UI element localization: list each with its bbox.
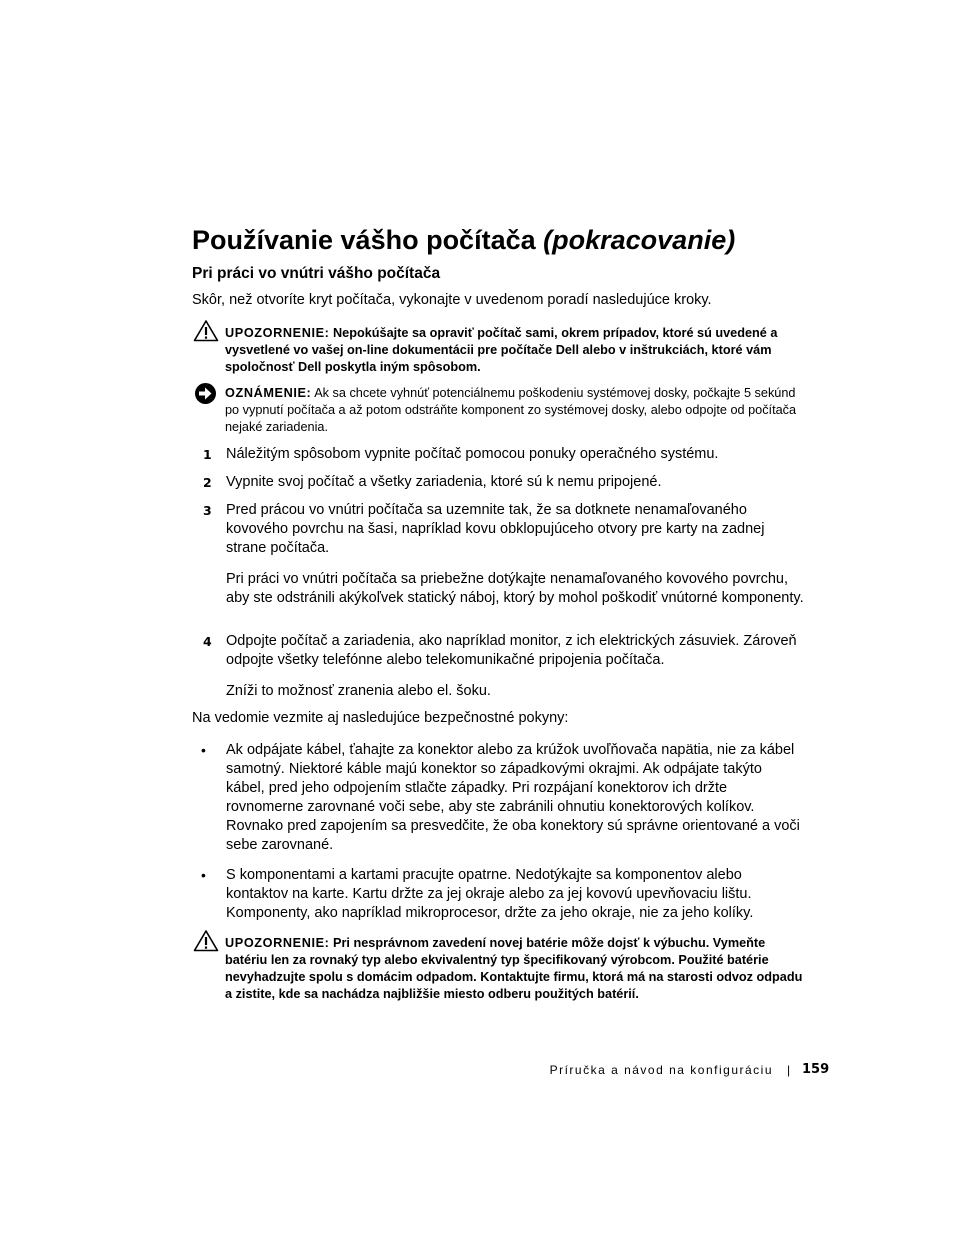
step-text: Náležitým spôsobom vypnite počítač pomocou ponuky operačného systému. (226, 446, 719, 462)
caution-text: Nepokúšajte sa opraviť počítač sami, okrem prípadov, ktoré sú uvedené a vysvetlené vo vašej on-line dokumentácii pre počítače Dell alebo v inštrukciách, ktoré vám spoločnosť Dell poskytla iným spôsobom. (225, 326, 778, 374)
step-number: 2 (203, 475, 212, 490)
bullet-marker: • (201, 867, 206, 883)
footer-separator: | (787, 1063, 791, 1077)
step-number: 4 (203, 634, 212, 649)
bullet-text: Ak odpájate kábel, ťahajte za konektor alebo za krúžok uvoľňovača napätia, nie za kábel samotný. Niektoré káble majú konektor so západkovými okrajmi. Ak odpájate takýto kábel, pred jeho odpojením stlačte západky. Pri rozpájaní konektorov ich držte rovnomerne zarovnané voči sebe, aby ste zabránili ohnutiu konektorových kolíkov. Rovnako pred zapojením sa presvedčite, že oba konektory sú správne orientované a voči sebe zarovnané. (226, 742, 800, 853)
step-text: Odpojte počítač a zariadenia, ako napríklad monitor, z ich elektrických zásuviek. Zároveň odpojte všetky telefónne alebo telekomunikačné pripojenia počítača. (226, 633, 797, 668)
warning-triangle-icon (193, 319, 219, 342)
safety-intro: Na vedomie vezmite aj nasledujúce bezpečnostné pokyny: (192, 710, 569, 726)
page-title (192, 224, 735, 256)
warning-triangle-icon (193, 929, 219, 952)
notice-block (225, 385, 805, 436)
caution-block-2 (225, 935, 805, 1003)
notice-arrow-icon (194, 382, 217, 405)
notice-label: OZNÁMENIE: (225, 386, 312, 400)
notice-text: Ak sa chcete vyhnúť potenciálnemu poškodeniu systémovej dosky, počkajte 5 sekúnd po vypnutí počítača a až potom odstráňte komponent zo systémovej dosky, alebo odpojte od počítača nejaké zariadenia. (225, 386, 797, 434)
step-extra-text: Zníži to možnosť zranenia alebo el. šoku. (226, 683, 491, 699)
step-text: Vypnite svoj počítač a všetky zariadenia, ktoré sú k nemu pripojené. (226, 474, 662, 490)
step-number: 3 (203, 503, 212, 518)
footer-title: Príručka a návod na konfiguráciu (549, 1063, 773, 1077)
caution-label: UPOZORNENIE: (225, 326, 330, 340)
step-extra-text: Pri práci vo vnútri počítača sa priebežne dotýkajte nenamaľovaného kovového povrchu, aby ste odstránili akýkoľvek statický náboj, ktorý by mohol poškodiť vnútorné komponenty. (226, 571, 804, 606)
page-number: 159 (802, 1062, 830, 1077)
intro-paragraph: Skôr, než otvoríte kryt počítača, vykonajte v uvedenom poradí nasledujúce kroky. (192, 292, 712, 308)
bullet-marker: • (201, 742, 206, 758)
caution-label: UPOZORNENIE: (225, 936, 330, 950)
page-title-main: Používanie vášho počítača (192, 225, 536, 255)
caution-block-1 (225, 325, 805, 376)
page-title-continued: (pokracovanie) (543, 225, 736, 255)
caution-text: Pri nesprávnom zavedení novej batérie môže dojsť k výbuchu. Vymeňte batériu len za rovnaký typ alebo ekvivalentný typ špecifikovaný výrobcom. Použité batérie nevyhadzujte spolu s domácim odpadom. Kontaktujte firmu, ktorá má na starosti odvoz odpadu a zistite, kde sa nachádza najbližšie miesto odberu použitých batérií. (225, 936, 803, 1001)
bullet-text: S komponentami a kartami pracujte opatrne. Nedotýkajte sa komponentov alebo kontaktov na karte. Kartu držte za jej okraje alebo za jej kovovú upevňovaciu lištu. Komponenty, ako napríklad mikroprocesor, držte za jeho okraje, nie za jeho kolíky. (226, 867, 754, 921)
step-number: 1 (203, 447, 212, 462)
section-heading: Pri práci vo vnútri vášho počítača (192, 265, 441, 282)
step-text: Pred prácou vo vnútri počítača sa uzemnite tak, že sa dotknete nenamaľovaného kovového povrchu na šasi, napríklad kovu obklopujúceho otvory pre karty na zadnej strane počítača. (226, 502, 765, 556)
